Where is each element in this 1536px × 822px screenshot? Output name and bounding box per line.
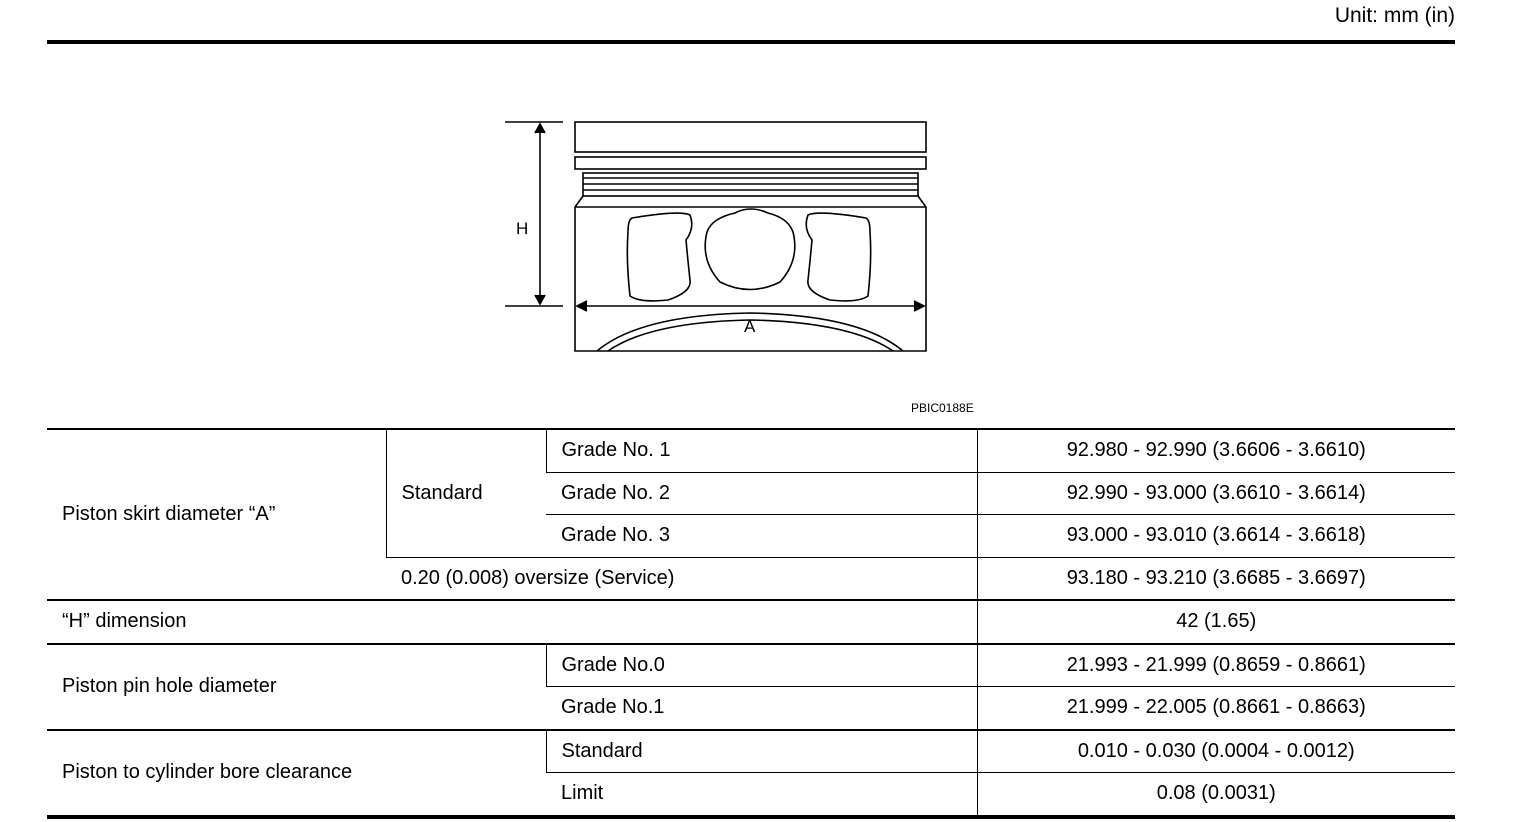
grade-cell: Limit (546, 773, 977, 815)
oversize-label: 0.20 (0.008) oversize (Service) (386, 557, 977, 600)
value-cell: 93.180 - 93.210 (3.6685 - 3.6697) (977, 557, 1455, 600)
grade-cell: Grade No. 2 (546, 472, 977, 515)
grade-cell: Grade No. 3 (546, 515, 977, 558)
value-cell: 93.000 - 93.010 (3.6614 - 3.6618) (977, 515, 1455, 558)
label-a: A (744, 317, 756, 336)
bottom-rule (47, 815, 1455, 819)
value-cell: 92.990 - 93.000 (3.6610 - 3.6614) (977, 472, 1455, 515)
table-row (47, 644, 1455, 687)
value-cell: 0.08 (0.0031) (977, 773, 1455, 815)
value-cell: 21.993 - 21.999 (0.8659 - 0.8661) (977, 644, 1455, 687)
skirt-standard-label: Standard (386, 429, 546, 557)
grade-cell: Grade No. 1 (546, 429, 977, 472)
value-cell: 42 (1.65) (977, 600, 1455, 644)
label-h: H (516, 219, 529, 238)
table-row (47, 730, 1455, 773)
table-row (47, 600, 1455, 644)
piston-diagram (500, 115, 940, 365)
value-cell: 0.010 - 0.030 (0.0004 - 0.0012) (977, 730, 1455, 773)
h-dimension-label: “H” dimension (47, 600, 977, 644)
table-row (47, 429, 1455, 472)
piston-diagram-icon (500, 115, 940, 360)
pin-hole-label: Piston pin hole diameter (47, 644, 546, 730)
piston-spec-table (47, 428, 1455, 815)
value-cell: 92.980 - 92.990 (3.6606 - 3.6610) (977, 429, 1455, 472)
top-rule (47, 40, 1455, 44)
value-cell: 21.999 - 22.005 (0.8661 - 0.8663) (977, 687, 1455, 730)
grade-cell: Grade No.0 (546, 644, 977, 687)
grade-cell: Grade No.1 (546, 687, 977, 730)
grade-cell: Standard (546, 730, 977, 773)
skirt-diameter-label: Piston skirt diameter “A” (47, 429, 386, 600)
figure-code: PBIC0188E (911, 401, 974, 415)
clearance-label: Piston to cylinder bore clearance (47, 730, 546, 815)
unit-label: Unit: mm (in) (1334, 4, 1455, 27)
